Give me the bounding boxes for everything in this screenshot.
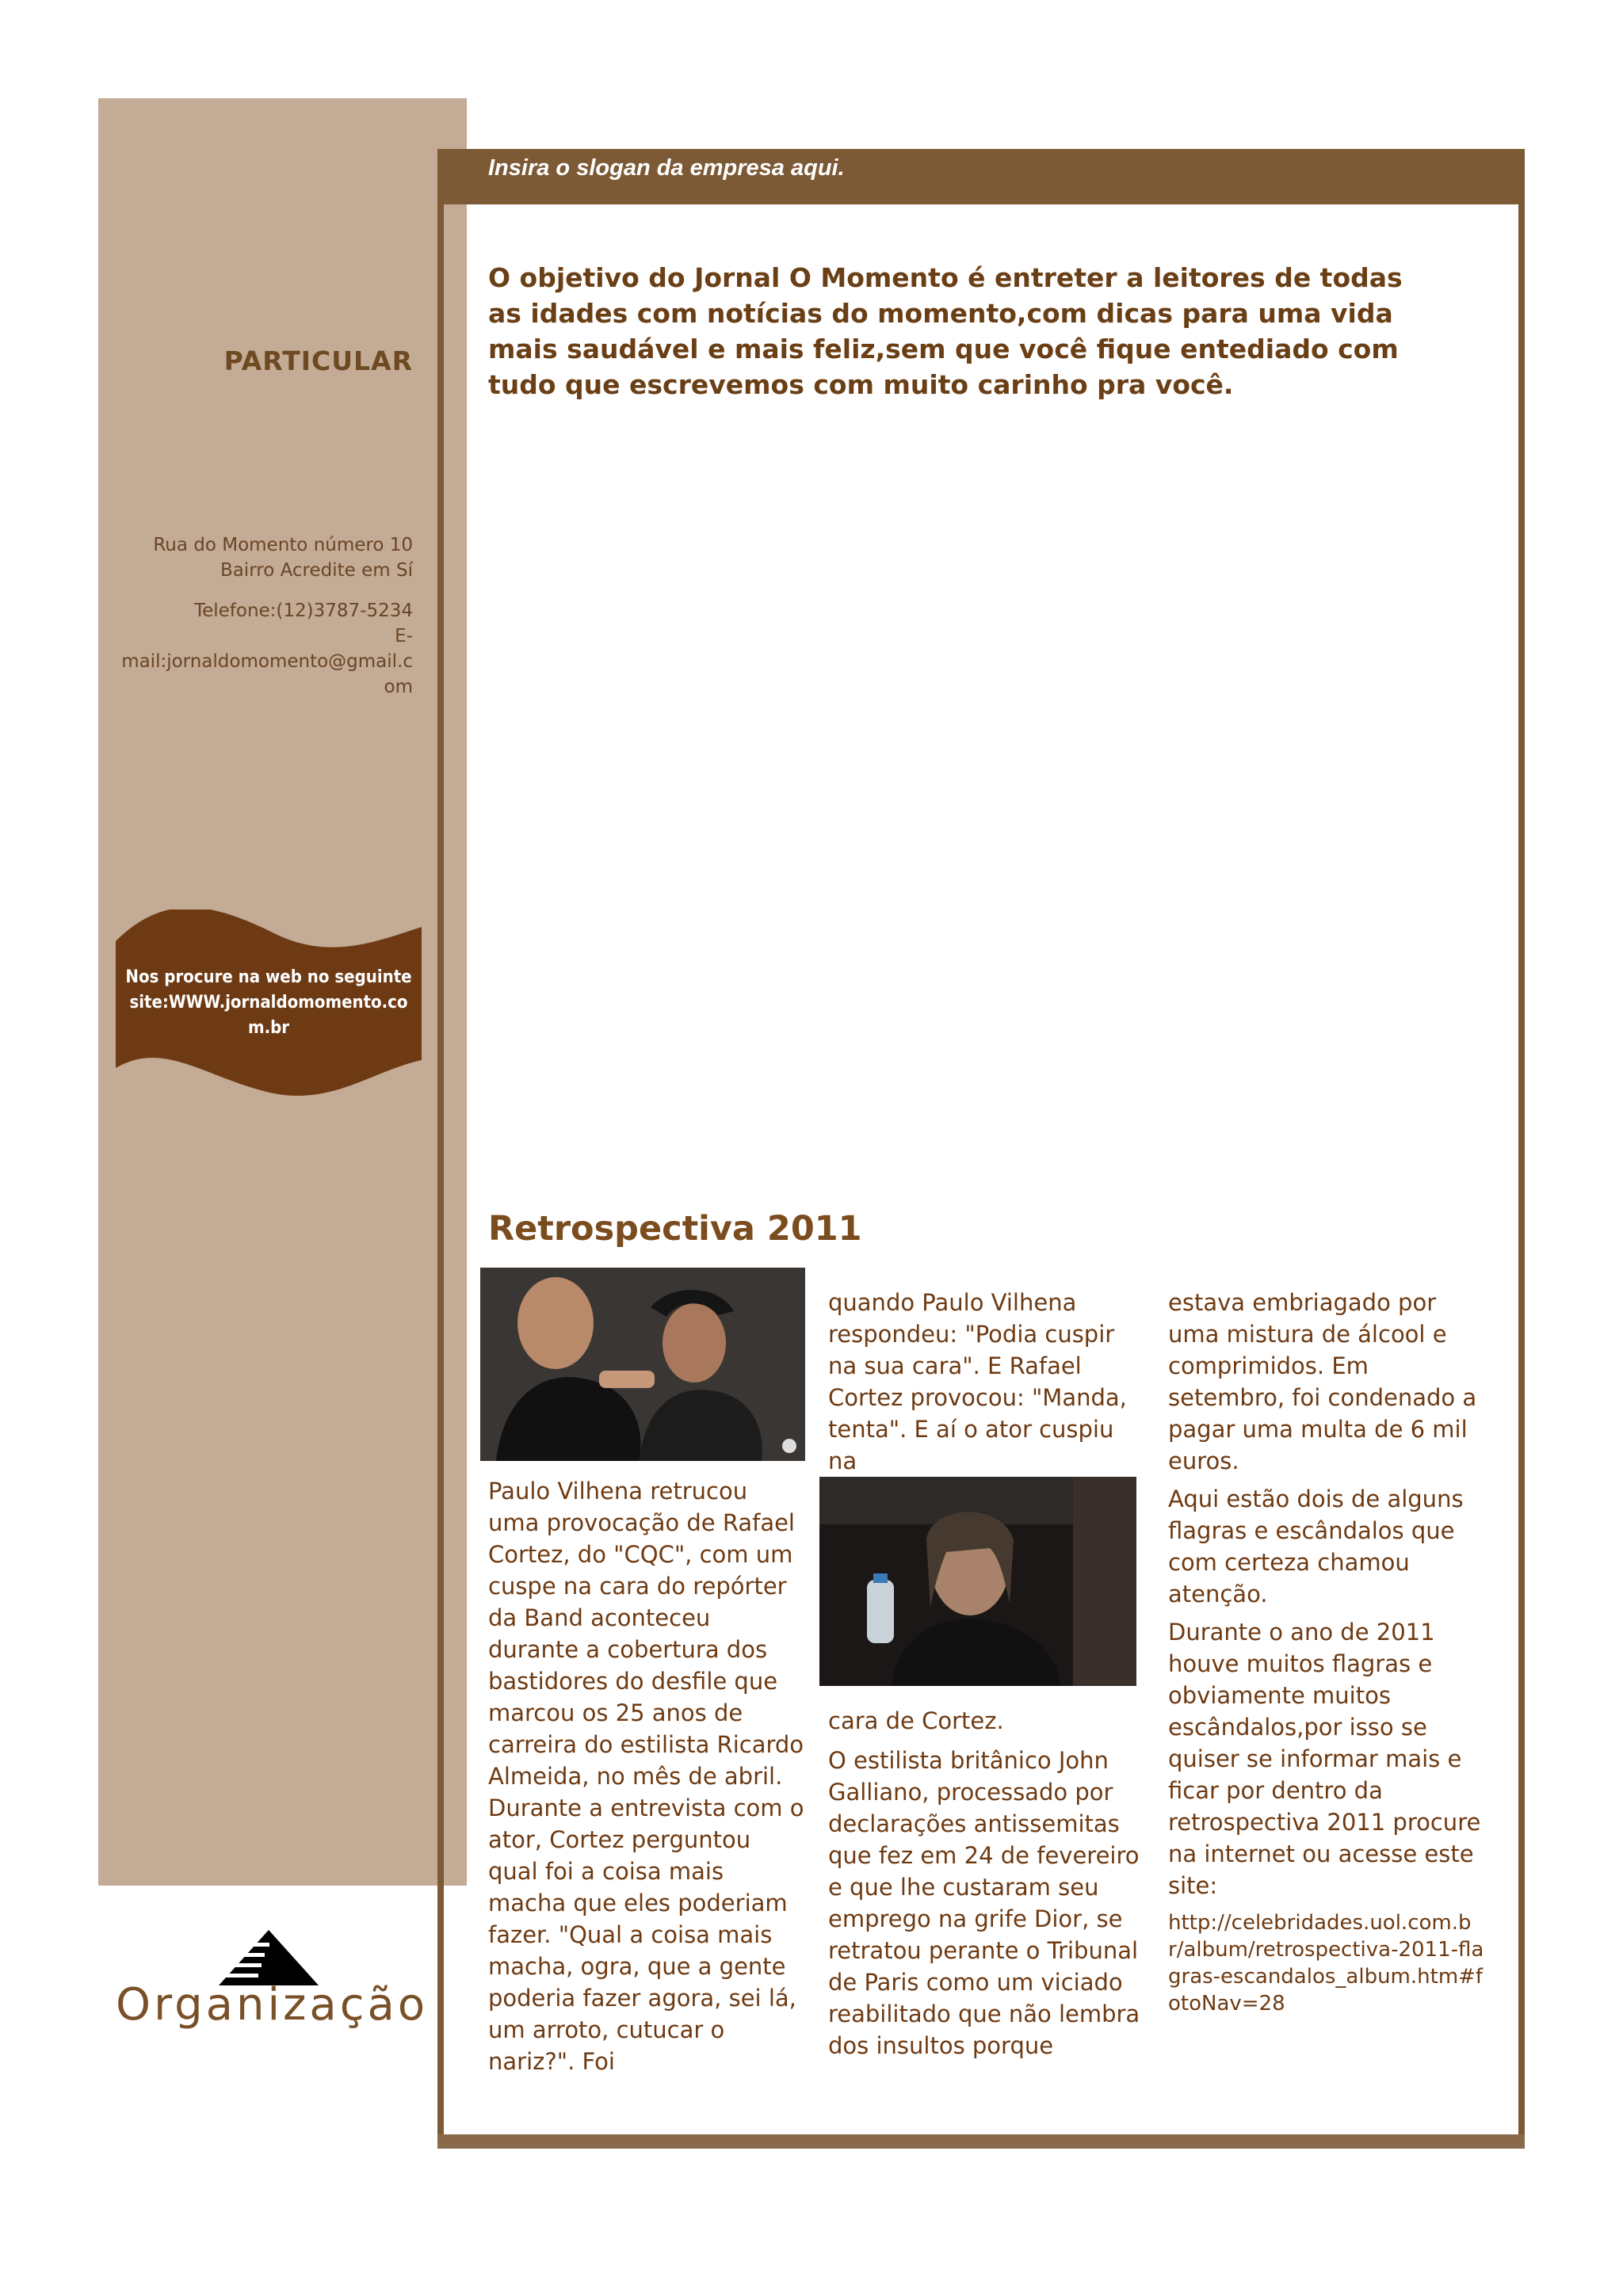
frame-bottom-bar [437, 2134, 1525, 2149]
organization-logo-text: Organização [116, 1979, 429, 2031]
address-line-2: Bairro Acredite em Sí [220, 560, 413, 581]
article-column-2-mid: cara de Cortez. [828, 1707, 1004, 1734]
article-column-1: Paulo Vilhena retrucou uma provocação de Rafael Cortez, do "CQC", com um cuspe na cara do repórter da Band aconteceu durante a cobertura dos bastidores do desfile que marcou os 25 anos de carreira do estilista Ricardo Almeida, no mês de abril. Durante a entrevista com o ator, Cortez perguntou qual foi a coisa mais macha que eles poderiam fazer. "Qual a coisa mais macha, ogra, que a gente poderia fazer agora, sei lá, um arroto, cutucar o nariz?". Foi [488, 1478, 804, 2075]
article-column-3 [1168, 1287, 1485, 2017]
phone-number: Telefone:(12)3787-5234 [193, 601, 413, 621]
column-3-paragraph-3: Durante o ano de 2011 houve muitos flagras e obviamente muitos escândalos,por isso se quiser se informar mais e ficar por dentro da retrospectiva 2011 procure na internet ou acesse este site: [1168, 1619, 1481, 1899]
article-column-2-bottom: O estilista britânico John Galliano, processado por declarações antissemitas que fez em 24 de fevereiro e que lhe custaram seu emprego na grife Dior, se retratou perante o Tribunal de Paris como um viciado reabilitado que não lembra dos insultos porque [828, 1747, 1140, 2059]
web-banner-line-1: Nos procure na web no seguinte [125, 967, 412, 987]
article-photo-1 [480, 1268, 805, 1461]
web-banner-line-2: site:WWW.jornaldomomento.com.br [129, 993, 408, 1038]
retrospective-link[interactable]: http://celebridades.uol.com.br/album/retrospectiva-2011-flagras-escandalos_album.htm#fotoNav=28 [1168, 1911, 1484, 2016]
web-banner [116, 910, 422, 1103]
organization-logo-icon [219, 1930, 319, 1985]
company-slogan: Insira o slogan da empresa aqui. [488, 155, 845, 181]
article-photo-2 [819, 1477, 1136, 1686]
email-address[interactable]: mail:jornaldomomento@gmail.com [121, 651, 413, 697]
article-title: Retrospectiva 2011 [488, 1209, 862, 1249]
sidebar-heading: PARTICULAR [223, 345, 413, 376]
email-prefix: E- [395, 626, 413, 646]
column-3-paragraph-1: estava embriagado por uma mistura de álcool e comprimidos. Em setembro, foi condenado a pagar uma multa de 6 mil euros. [1168, 1289, 1477, 1474]
address-line-1: Rua do Momento número 10 [153, 535, 413, 555]
article-column-2-top: quando Paulo Vilhena respondeu: "Podia cuspir na sua cara". E Rafael Cortez provocou: "Manda, tenta". E aí o ator cuspiu na [828, 1289, 1127, 1474]
column-3-paragraph-2: Aqui estão dois de alguns flagras e escândalos que com certeza chamou atenção. [1168, 1486, 1464, 1608]
web-banner-text[interactable] [122, 965, 415, 1041]
intro-paragraph: O objetivo do Jornal O Momento é entreter a leitores de todas as idades com notícias do momento,com dicas para uma vida mais saudável e mais feliz,sem que você fique entediado com tudo que escrevemos com muito carinho pra você. [488, 262, 1403, 400]
contact-info [119, 532, 413, 715]
